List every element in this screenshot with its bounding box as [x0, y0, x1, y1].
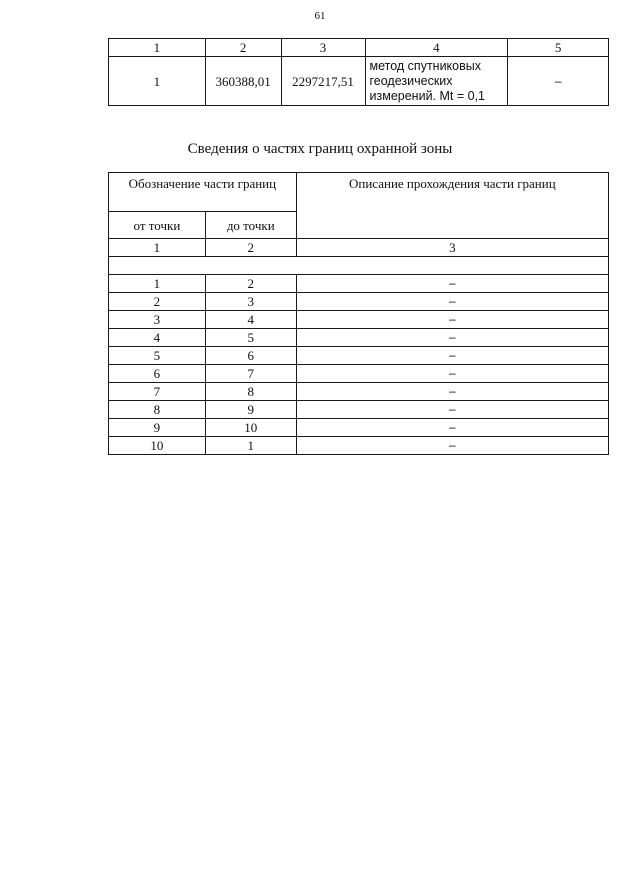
- column-number-row: [109, 39, 609, 57]
- column-number: 5: [508, 39, 609, 57]
- column-number-row: [109, 239, 609, 257]
- table-row: [109, 275, 609, 293]
- to-point: 1: [205, 437, 296, 455]
- from-point: 4: [109, 329, 206, 347]
- column-number: 3: [281, 39, 365, 57]
- to-point-header: до точки: [205, 212, 296, 239]
- coordinates-table: [108, 38, 609, 106]
- from-point: 10: [109, 437, 206, 455]
- table-row: [109, 311, 609, 329]
- table-row: [109, 437, 609, 455]
- to-point: 9: [205, 401, 296, 419]
- method-description: [365, 57, 508, 106]
- header-row: [109, 173, 609, 212]
- to-point: 3: [205, 293, 296, 311]
- method-line: метод спутниковых: [369, 58, 481, 73]
- from-point: 8: [109, 401, 206, 419]
- coordinate-y: 2297217,51: [281, 57, 365, 106]
- empty-row: [109, 257, 609, 275]
- column-number: 3: [296, 239, 608, 257]
- to-point: 7: [205, 365, 296, 383]
- table-row: [109, 57, 609, 106]
- to-point: 2: [205, 275, 296, 293]
- to-point: 4: [205, 311, 296, 329]
- table-row: [109, 329, 609, 347]
- table-row: [109, 347, 609, 365]
- section-title: Сведения о частях границ охранной зоны: [187, 141, 453, 157]
- part-description: –: [296, 275, 608, 293]
- to-point: 5: [205, 329, 296, 347]
- table-row: [109, 365, 609, 383]
- from-point: 9: [109, 419, 206, 437]
- parts-table-body: [109, 275, 609, 455]
- part-description: –: [296, 437, 608, 455]
- designation-header: Обозначение части границ: [109, 173, 297, 212]
- from-point: 3: [109, 311, 206, 329]
- part-description: –: [296, 329, 608, 347]
- from-point: 7: [109, 383, 206, 401]
- to-point: 10: [205, 419, 296, 437]
- point-number: 1: [109, 57, 206, 106]
- to-point: 6: [205, 347, 296, 365]
- column-number: 1: [109, 239, 206, 257]
- to-point: 8: [205, 383, 296, 401]
- page-number: 61: [314, 10, 326, 22]
- table-row: [109, 401, 609, 419]
- from-point: 2: [109, 293, 206, 311]
- part-description: –: [296, 419, 608, 437]
- from-point: 1: [109, 275, 206, 293]
- part-description: –: [296, 383, 608, 401]
- boundary-parts-table: [108, 172, 609, 455]
- method-line: измерений. Mt = 0,1: [369, 88, 486, 103]
- table-row: [109, 383, 609, 401]
- column-number: 1: [109, 39, 206, 57]
- column-number: 4: [365, 39, 508, 57]
- coordinate-x: 360388,01: [205, 57, 281, 106]
- table-row: [109, 293, 609, 311]
- from-point-header: от точки: [109, 212, 206, 239]
- column-number: 2: [205, 239, 296, 257]
- column-number: 2: [205, 39, 281, 57]
- empty-cell: [109, 257, 609, 275]
- part-description: –: [296, 293, 608, 311]
- from-point: 6: [109, 365, 206, 383]
- from-point: 5: [109, 347, 206, 365]
- point-description: –: [508, 57, 609, 106]
- method-line: геодезических: [369, 73, 453, 88]
- part-description: –: [296, 401, 608, 419]
- part-description: –: [296, 365, 608, 383]
- part-description: –: [296, 347, 608, 365]
- part-description: –: [296, 311, 608, 329]
- table-row: [109, 419, 609, 437]
- description-header: Описание прохождения части границ: [296, 173, 608, 239]
